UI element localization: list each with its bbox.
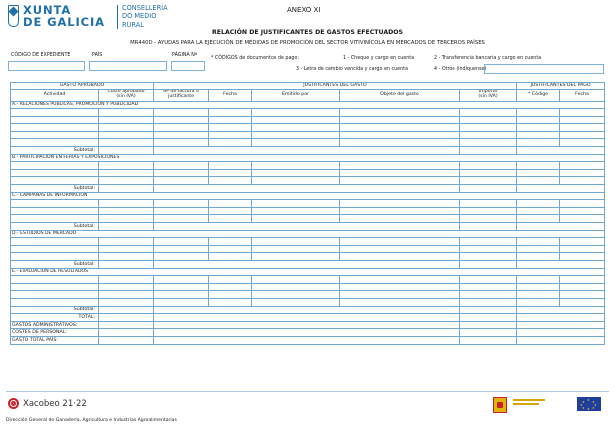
department-name xyxy=(122,4,168,29)
entry-cell[interactable] xyxy=(252,116,340,124)
section-header-row xyxy=(11,230,605,238)
justificantes-table xyxy=(10,82,605,345)
col-importe-line1: Importe xyxy=(478,89,498,95)
total-label: TOTAL: xyxy=(11,314,99,322)
entry-cell[interactable] xyxy=(154,291,209,299)
entry-cell[interactable] xyxy=(517,207,560,215)
entry-cell[interactable] xyxy=(11,283,99,291)
entry-cell[interactable] xyxy=(340,124,460,132)
document-title: RELACIÓN DE JUSTIFICANTES DE GASTOS EFECTUADOS xyxy=(212,29,403,36)
table-row xyxy=(11,276,605,284)
subtotal-value[interactable] xyxy=(99,185,154,193)
entry-cell[interactable] xyxy=(99,291,154,299)
entry-cell[interactable] xyxy=(209,124,252,132)
entry-cell[interactable] xyxy=(154,116,209,124)
otros-field[interactable] xyxy=(484,64,604,74)
entry-cell[interactable] xyxy=(99,283,154,291)
entry-cell[interactable] xyxy=(460,109,517,117)
entry-cell[interactable] xyxy=(340,200,460,208)
entry-cell[interactable] xyxy=(99,207,154,215)
gobierno-espana-logo xyxy=(493,396,565,414)
col-emitido-por: Emitido por xyxy=(252,89,340,101)
entry-cell[interactable] xyxy=(560,131,605,139)
xunta-logo xyxy=(8,4,188,32)
table-row xyxy=(11,109,605,117)
entry-cell[interactable] xyxy=(209,291,252,299)
gastos-administrativos-row xyxy=(11,321,605,329)
col-coste-line2: (sin IVA) xyxy=(116,94,136,99)
entry-cell[interactable] xyxy=(340,238,460,246)
logo-divider xyxy=(117,5,118,29)
col-codigo: * Código xyxy=(517,89,560,101)
eu-flag-icon: ★ ★ ★ ★ ★ ★ ★ ★ xyxy=(577,397,601,411)
payment-code-1: 1 - Cheque y cargo en cuenta xyxy=(343,56,415,61)
entry-cell[interactable] xyxy=(560,245,605,253)
table-row xyxy=(11,124,605,132)
entry-cell[interactable] xyxy=(560,276,605,284)
entry-cell[interactable] xyxy=(517,169,560,177)
entry-cell[interactable] xyxy=(11,238,99,246)
entry-cell[interactable] xyxy=(252,139,340,147)
entry-cell[interactable] xyxy=(340,139,460,147)
entry-cell[interactable] xyxy=(209,109,252,117)
entry-cell[interactable] xyxy=(517,245,560,253)
entry-cell[interactable] xyxy=(154,131,209,139)
subtotal-row xyxy=(11,147,605,155)
costes-personal-row-label: COSTES DE PERSONAL: xyxy=(11,329,99,337)
entry-cell[interactable] xyxy=(209,253,252,261)
pais-label: PAÍS xyxy=(92,53,103,58)
entry-cell[interactable] xyxy=(11,200,99,208)
entry-cell[interactable] xyxy=(209,245,252,253)
spain-crest-icon xyxy=(493,397,507,413)
entry-cell[interactable] xyxy=(517,109,560,117)
subtotal-row xyxy=(11,306,605,314)
entry-cell[interactable] xyxy=(11,291,99,299)
payment-code-4: 4 - Otros (indíquense) xyxy=(434,67,487,72)
entry-cell[interactable] xyxy=(517,253,560,261)
expediente-field[interactable] xyxy=(8,61,85,71)
col-factura-line1: Nº de factura o xyxy=(163,89,199,95)
gastos-administrativos-row-value[interactable] xyxy=(99,321,154,329)
col-objeto-gasto: Objeto del gasto xyxy=(340,89,460,101)
table-row xyxy=(11,245,605,253)
entry-cell[interactable] xyxy=(517,124,560,132)
table-row xyxy=(11,207,605,215)
entry-cell[interactable] xyxy=(460,124,517,132)
ministry-small-print xyxy=(513,408,514,411)
entry-cell[interactable] xyxy=(560,215,605,223)
subtotal-importe[interactable] xyxy=(460,260,517,268)
footer-direccion: Dirección General de Ganadería, Agricultura e Industrias Agroalimentarias xyxy=(6,418,177,423)
entry-cell[interactable] xyxy=(99,177,154,185)
entry-cell[interactable] xyxy=(209,116,252,124)
subtotal-label: Subtotal: xyxy=(11,147,99,155)
entry-cell[interactable] xyxy=(252,245,340,253)
col-importe xyxy=(460,89,517,101)
entry-cell[interactable] xyxy=(517,177,560,185)
col-importe-line2: (sin IVA) xyxy=(478,94,498,99)
entry-cell[interactable] xyxy=(560,169,605,177)
entry-cell[interactable] xyxy=(517,131,560,139)
subtotal-value[interactable] xyxy=(99,306,154,314)
col-factura-line2: justificante xyxy=(168,94,194,99)
table-row xyxy=(11,177,605,185)
entry-cell[interactable] xyxy=(517,283,560,291)
xunta-shield-icon xyxy=(8,5,19,27)
gastos-administrativos-row-label: GASTOS ADMINISTRATIVOS: xyxy=(11,321,99,329)
entry-cell[interactable] xyxy=(517,116,560,124)
table-row xyxy=(11,131,605,139)
subtotal-label: Subtotal: xyxy=(11,185,99,193)
pagina-field[interactable] xyxy=(171,61,205,71)
payment-code-3: 3 - Letra de cambio vencida y cargo en cuenta xyxy=(296,67,408,72)
entry-cell[interactable] xyxy=(99,116,154,124)
entry-cell[interactable] xyxy=(154,169,209,177)
gasto-total-pais-row-spacer xyxy=(154,336,460,344)
entry-cell[interactable] xyxy=(252,298,340,306)
entry-cell[interactable] xyxy=(99,131,154,139)
gastos-administrativos-row-spacer xyxy=(154,321,460,329)
entry-cell[interactable] xyxy=(154,109,209,117)
entry-cell[interactable] xyxy=(154,276,209,284)
entry-cell[interactable] xyxy=(11,162,99,170)
logo-name-line2: DE GALICIA xyxy=(23,15,105,29)
entry-cell[interactable] xyxy=(99,253,154,261)
gasto-total-pais-row-label: GASTO TOTAL PAÍS: xyxy=(11,336,99,344)
subtotal-pago-spacer xyxy=(517,185,605,193)
entry-cell[interactable] xyxy=(154,245,209,253)
gastos-administrativos-row-pago-spacer xyxy=(517,321,605,329)
entry-cell[interactable] xyxy=(560,124,605,132)
payment-code-2: 2 - Transferencia bancaria y cargo en cuenta xyxy=(434,56,542,61)
table-row xyxy=(11,238,605,246)
subtotal-value[interactable] xyxy=(99,260,154,268)
total-row xyxy=(11,314,605,322)
entry-cell[interactable] xyxy=(252,177,340,185)
entry-cell[interactable] xyxy=(154,139,209,147)
entry-cell[interactable] xyxy=(99,109,154,117)
entry-cell[interactable] xyxy=(154,207,209,215)
entry-cell[interactable] xyxy=(154,215,209,223)
entry-cell[interactable] xyxy=(99,139,154,147)
subtotal-spacer xyxy=(154,260,460,268)
subtotal-pago-spacer xyxy=(517,260,605,268)
payment-codes-label: * CÓDIGOS de documentos de pago: xyxy=(211,56,300,61)
entry-cell[interactable] xyxy=(517,162,560,170)
department-line1: CONSELLERÍA xyxy=(122,4,168,12)
entry-cell[interactable] xyxy=(460,131,517,139)
col-fecha-pago: Fecha xyxy=(560,89,605,101)
entry-cell[interactable] xyxy=(11,109,99,117)
entry-cell[interactable] xyxy=(340,162,460,170)
table-row xyxy=(11,200,605,208)
section-header-row xyxy=(11,154,605,162)
entry-cell[interactable] xyxy=(209,131,252,139)
entry-cell[interactable] xyxy=(460,253,517,261)
entry-cell[interactable] xyxy=(340,283,460,291)
entry-cell[interactable] xyxy=(154,298,209,306)
subtotal-spacer xyxy=(154,185,460,193)
entry-cell[interactable] xyxy=(517,200,560,208)
entry-cell[interactable] xyxy=(460,215,517,223)
entry-cell[interactable] xyxy=(517,291,560,299)
subtotal-value[interactable] xyxy=(99,147,154,155)
entry-cell[interactable] xyxy=(99,124,154,132)
entry-cell[interactable] xyxy=(460,291,517,299)
subtotal-row xyxy=(11,185,605,193)
entry-cell[interactable] xyxy=(154,283,209,291)
entry-cell[interactable] xyxy=(252,131,340,139)
entry-cell[interactable] xyxy=(460,245,517,253)
entry-cell[interactable] xyxy=(209,207,252,215)
entry-cell[interactable] xyxy=(517,298,560,306)
entry-cell[interactable] xyxy=(252,124,340,132)
entry-cell[interactable] xyxy=(11,298,99,306)
entry-cell[interactable] xyxy=(340,276,460,284)
gasto-total-pais-row-importe[interactable] xyxy=(460,336,517,344)
subtotal-importe[interactable] xyxy=(460,147,517,155)
table-row xyxy=(11,215,605,223)
entry-cell[interactable] xyxy=(11,276,99,284)
department-line3: RURAL xyxy=(122,20,144,29)
entry-cell[interactable] xyxy=(460,139,517,147)
subtotal-label: Subtotal: xyxy=(11,260,99,268)
entry-cell[interactable] xyxy=(460,116,517,124)
entry-cell[interactable] xyxy=(11,169,99,177)
entry-cell[interactable] xyxy=(11,207,99,215)
entry-cell[interactable] xyxy=(560,291,605,299)
entry-cell[interactable] xyxy=(252,253,340,261)
subtotal-pago-spacer xyxy=(517,223,605,231)
entry-cell[interactable] xyxy=(517,276,560,284)
entry-cell[interactable] xyxy=(560,139,605,147)
entry-cell[interactable] xyxy=(340,207,460,215)
entry-cell[interactable] xyxy=(209,215,252,223)
subtotal-label: Subtotal: xyxy=(11,306,99,314)
gasto-total-pais-row-value[interactable] xyxy=(99,336,154,344)
section-header-row xyxy=(11,192,605,200)
entry-cell[interactable] xyxy=(460,177,517,185)
section-label: A.- RELACIONES PÚBLICAS, PROMOCIÓN Y PUBLICIDAD xyxy=(11,101,605,109)
entry-cell[interactable] xyxy=(252,162,340,170)
department-line2: DO MEDIO xyxy=(122,12,157,21)
footer-divider xyxy=(6,391,609,392)
gastos-administrativos-row-importe[interactable] xyxy=(460,321,517,329)
section-label: E.- EVALUACIÓN DE RESULTADOS xyxy=(11,268,605,276)
costes-personal-row-spacer xyxy=(154,329,460,337)
entry-cell[interactable] xyxy=(560,253,605,261)
entry-cell[interactable] xyxy=(11,124,99,132)
section-label: B.- PARTICIPACIÓN EN FERIAS Y EXPOSICIONES xyxy=(11,154,605,162)
entry-cell[interactable] xyxy=(460,298,517,306)
col-actividad: Actividad xyxy=(11,89,99,101)
entry-cell[interactable] xyxy=(560,238,605,246)
entry-cell[interactable] xyxy=(99,162,154,170)
entry-cell[interactable] xyxy=(517,238,560,246)
entry-cell[interactable] xyxy=(99,245,154,253)
entry-cell[interactable] xyxy=(11,139,99,147)
xacobeo-mark-icon xyxy=(7,397,21,411)
entry-cell[interactable] xyxy=(340,109,460,117)
entry-cell[interactable] xyxy=(154,124,209,132)
subtotal-label: Subtotal: xyxy=(11,223,99,231)
entry-cell[interactable] xyxy=(99,238,154,246)
entry-cell[interactable] xyxy=(460,200,517,208)
entry-cell[interactable] xyxy=(154,238,209,246)
entry-cell[interactable] xyxy=(560,116,605,124)
entry-cell[interactable] xyxy=(11,131,99,139)
entry-cell[interactable] xyxy=(209,200,252,208)
table-column-header-row xyxy=(11,89,605,101)
entry-cell[interactable] xyxy=(340,245,460,253)
entry-cell[interactable] xyxy=(517,139,560,147)
entry-cell[interactable] xyxy=(460,207,517,215)
xacobeo-text: Xacobeo 21·22 xyxy=(23,399,87,409)
entry-cell[interactable] xyxy=(252,283,340,291)
entry-cell[interactable] xyxy=(99,276,154,284)
entry-cell[interactable] xyxy=(209,298,252,306)
group-gasto-aprobado: GASTO APROBADO xyxy=(11,83,154,90)
entry-cell[interactable] xyxy=(154,200,209,208)
entry-cell[interactable] xyxy=(11,177,99,185)
subtotal-spacer xyxy=(154,223,460,231)
table-row xyxy=(11,253,605,261)
entry-cell[interactable] xyxy=(340,131,460,139)
costes-personal-row-importe[interactable] xyxy=(460,329,517,337)
entry-cell[interactable] xyxy=(209,162,252,170)
entry-cell[interactable] xyxy=(252,276,340,284)
entry-cell[interactable] xyxy=(560,177,605,185)
subtotal-row xyxy=(11,223,605,231)
entry-cell[interactable] xyxy=(252,169,340,177)
col-factura xyxy=(154,89,209,101)
entry-cell[interactable] xyxy=(460,238,517,246)
table-row xyxy=(11,169,605,177)
table-row xyxy=(11,298,605,306)
total-pago-spacer xyxy=(517,314,605,322)
subtotal-spacer xyxy=(154,306,460,314)
entry-cell[interactable] xyxy=(560,109,605,117)
table-row xyxy=(11,291,605,299)
total-value[interactable] xyxy=(99,314,154,322)
section-header-row xyxy=(11,268,605,276)
expediente-label: CÓDIGO DE EXPEDIENTE xyxy=(11,53,71,58)
entry-cell[interactable] xyxy=(252,215,340,223)
logo-name-line1: XUNTA xyxy=(23,3,72,17)
entry-cell[interactable] xyxy=(11,245,99,253)
entry-cell[interactable] xyxy=(252,238,340,246)
group-justificantes-pago: JUSTIFICANTES DEL PAGO xyxy=(517,83,605,90)
entry-cell[interactable] xyxy=(99,298,154,306)
entry-cell[interactable] xyxy=(11,116,99,124)
entry-cell[interactable] xyxy=(99,215,154,223)
entry-cell[interactable] xyxy=(340,177,460,185)
entry-cell[interactable] xyxy=(209,283,252,291)
annex-label: ANEXO XI xyxy=(287,6,321,14)
section-label: C.- CAMPAÑAS DE INFORMACIÓN xyxy=(11,192,605,200)
entry-cell[interactable] xyxy=(340,215,460,223)
subtotal-pago-spacer xyxy=(517,306,605,314)
entry-cell[interactable] xyxy=(154,162,209,170)
entry-cell[interactable] xyxy=(154,177,209,185)
entry-cell[interactable] xyxy=(252,200,340,208)
subtotal-importe[interactable] xyxy=(460,185,517,193)
gasto-total-pais-row xyxy=(11,336,605,344)
table-row xyxy=(11,162,605,170)
entry-cell[interactable] xyxy=(340,298,460,306)
entry-cell[interactable] xyxy=(11,253,99,261)
entry-cell[interactable] xyxy=(560,298,605,306)
subtotal-value[interactable] xyxy=(99,223,154,231)
table-row xyxy=(11,139,605,147)
total-spacer xyxy=(154,314,460,322)
entry-cell[interactable] xyxy=(209,169,252,177)
subtotal-pago-spacer xyxy=(517,147,605,155)
group-justificantes-gasto: JUSTIFICANTES DEL GASTO xyxy=(154,83,517,90)
entry-cell[interactable] xyxy=(11,215,99,223)
pais-field[interactable] xyxy=(89,61,167,71)
subtotal-row xyxy=(11,260,605,268)
entry-cell[interactable] xyxy=(460,169,517,177)
subtotal-spacer xyxy=(154,147,460,155)
table-row xyxy=(11,283,605,291)
entry-cell[interactable] xyxy=(340,253,460,261)
entry-cell[interactable] xyxy=(460,276,517,284)
col-coste-line1: Coste aprobado xyxy=(107,89,145,95)
entry-cell[interactable] xyxy=(460,162,517,170)
entry-cell[interactable] xyxy=(560,207,605,215)
section-header-row xyxy=(11,101,605,109)
pagina-label: PÁGINA Nº xyxy=(172,53,198,58)
entry-cell[interactable] xyxy=(460,283,517,291)
gasto-total-pais-row-pago-spacer xyxy=(517,336,605,344)
section-label: D.- ESTUDIOS DE MERCADO xyxy=(11,230,605,238)
subtotal-importe[interactable] xyxy=(460,223,517,231)
entry-cell[interactable] xyxy=(340,169,460,177)
col-fecha: Fecha xyxy=(209,89,252,101)
entry-cell[interactable] xyxy=(560,283,605,291)
xunta-wordmark xyxy=(23,4,105,28)
entry-cell[interactable] xyxy=(99,169,154,177)
entry-cell[interactable] xyxy=(99,200,154,208)
costes-personal-row-value[interactable] xyxy=(99,329,154,337)
entry-cell[interactable] xyxy=(517,215,560,223)
entry-cell[interactable] xyxy=(560,162,605,170)
entry-cell[interactable] xyxy=(154,253,209,261)
entry-cell[interactable] xyxy=(209,139,252,147)
entry-cell[interactable] xyxy=(209,238,252,246)
col-coste-aprobado xyxy=(99,89,154,101)
total-importe[interactable] xyxy=(460,314,517,322)
entry-cell[interactable] xyxy=(209,276,252,284)
entry-cell[interactable] xyxy=(340,291,460,299)
costes-personal-row-pago-spacer xyxy=(517,329,605,337)
subtotal-importe[interactable] xyxy=(460,306,517,314)
entry-cell[interactable] xyxy=(560,200,605,208)
entry-cell[interactable] xyxy=(252,291,340,299)
entry-cell[interactable] xyxy=(252,109,340,117)
entry-cell[interactable] xyxy=(340,116,460,124)
document-subtitle: MR440D - AYUDAS PARA LA EJECUCIÓN DE MEDIDAS DE PROMOCIÓN DEL SECTOR VITIVINÍCOLA EN MERCADOS DE TERCEROS PAÍSES xyxy=(130,40,485,46)
entry-cell[interactable] xyxy=(252,207,340,215)
table-row xyxy=(11,116,605,124)
costes-personal-row xyxy=(11,329,605,337)
entry-cell[interactable] xyxy=(209,177,252,185)
